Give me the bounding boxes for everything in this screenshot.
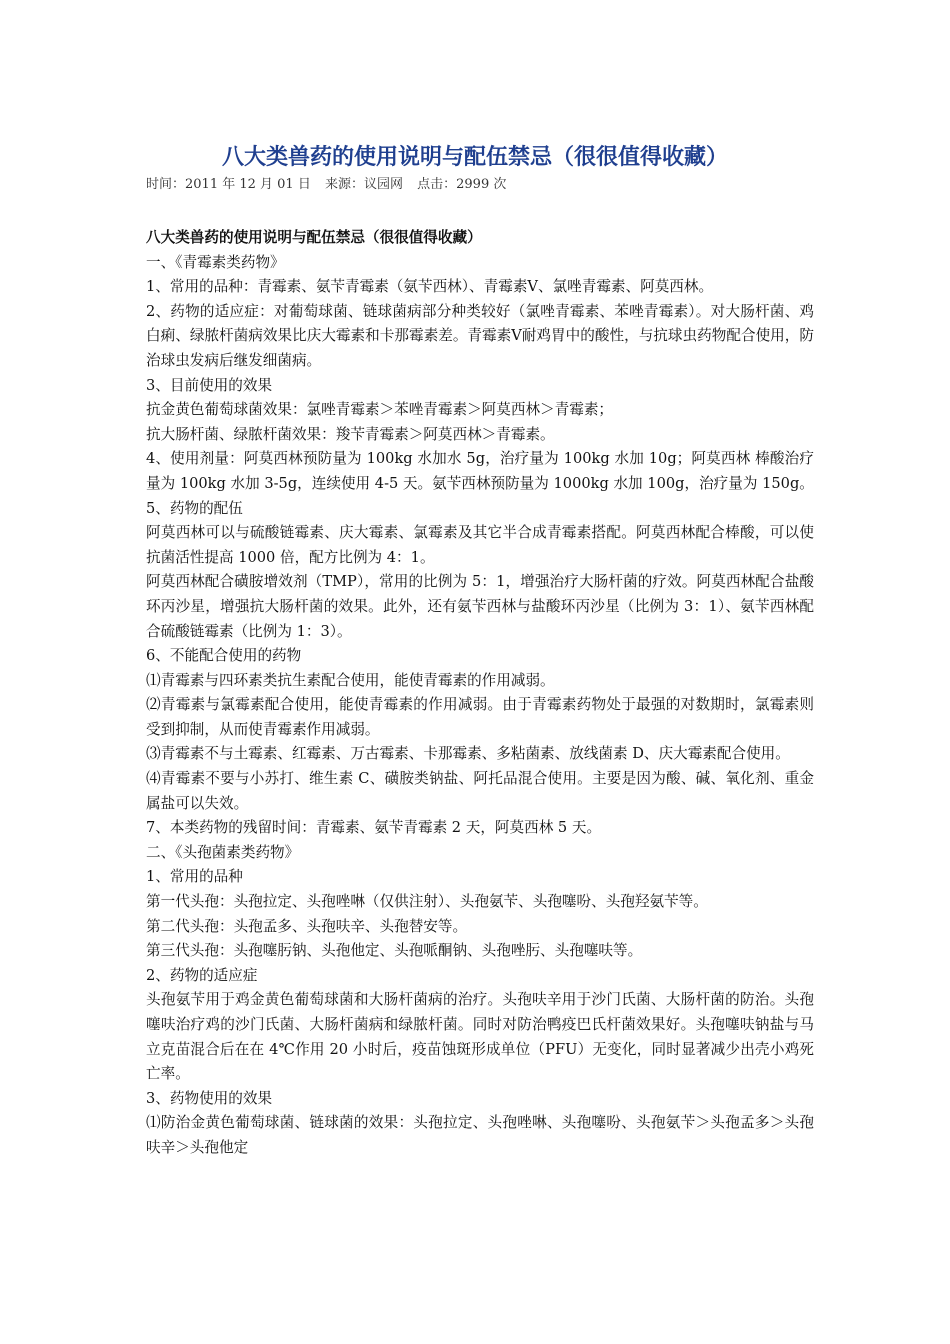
paragraph: ⑴青霉素与四环素类抗生素配合使用，能使青霉素的作用减弱。 — [146, 671, 555, 689]
paragraph: 1、常用的品种：青霉素、氨苄青霉素（氨苄西林）、青霉素Ⅴ、氯唑青霉素、阿莫西林。 — [146, 278, 714, 296]
document-title: 八大类兽药的使用说明与配伍禁忌（很很值得收藏） — [221, 144, 728, 170]
source: 来源：议园网 — [324, 177, 403, 192]
paragraph: 第三代头孢：头孢噻肟钠、头孢他定、头孢哌酮钠、头孢唑肟、头孢噻呋等。 — [146, 942, 643, 960]
paragraph: ⑴防治金黄色葡萄球菌、链球菌的效果：头孢拉定、头孢唑啉、头孢噻吩、头孢氨苄＞头孢孟多＞头孢呋辛＞头孢他定 — [146, 1114, 814, 1156]
paragraph: 二、《头孢菌素类药物》 — [146, 843, 300, 861]
document-meta — [146, 176, 516, 194]
paragraph: 阿莫西林配合磺胺增效剂（TMP），常用的比例为 5：1，增强治疗大肠杆菌的疗效。阿莫西林配合盐酸环丙沙星，增强抗大肠杆菌的效果。此外，还有氨苄西林与盐酸环丙沙星（比例为 3：1）、氨苄西林配合硫酸链霉素（比例为 1：3）。 — [146, 573, 814, 640]
paragraph: 3、药物使用的效果 — [146, 1089, 273, 1107]
paragraph: ⑷青霉素不要与小苏打、维生素 C、磺胺类钠盐、阿托品混合使用。主要是因为酸、碱、氧化剂、重金属盐可以失效。 — [146, 770, 814, 812]
paragraph: 3、目前使用的效果 — [146, 376, 273, 394]
paragraph: 4、使用剂量：阿莫西林预防量为 100kg 水加水 5g，治疗量为 100kg 水加 10g；阿莫西林 棒酸治疗量为 100kg 水加 3-5g，连续使用 4-5 天。氨苄西林预防量为 1000kg 水加 100g，治疗量为 150g。 — [146, 450, 814, 492]
paragraph: 第一代头孢：头孢拉定、头孢唑啉（仅供注射）、头孢氨苄、头孢噻吩、头孢羟氨苄等。 — [146, 893, 708, 911]
paragraph: 一、《青霉素类药物》 — [146, 253, 285, 271]
paragraph: 阿莫西林可以与硫酸链霉素、庆大霉素、氯霉素及其它半合成青霉素搭配。阿莫西林配合棒酸，可以使抗菌活性提高 1000 倍，配方比例为 4：1。 — [146, 524, 814, 566]
paragraph: 2、药物的适应症：对葡萄球菌、链球菌病部分种类较好（氯唑青霉素、苯唑青霉素）。对大肠杆菌、鸡白痢、绿脓杆菌病效果比庆大霉素和卡那霉素差。青霉素Ⅴ耐鸡胃中的酸性，与抗球虫药物配合使用，防治球虫发病后继发细菌病。 — [146, 302, 814, 369]
paragraph: 2、药物的适应症 — [146, 966, 258, 984]
paragraph: ⑶青霉素不与土霉素、红霉素、万古霉素、卡那霉素、多粘菌素、放线菌素 D、庆大霉素配合使用。 — [146, 745, 790, 763]
paragraph: 6、不能配合使用的药物 — [146, 647, 302, 665]
paragraph: 1、常用的品种 — [146, 868, 243, 886]
paragraph: 抗大肠杆菌、绿脓杆菌效果：羧苄青霉素＞阿莫西林＞青霉素。 — [146, 425, 555, 443]
paragraph: ⑵青霉素与氯霉素配合使用，能使青霉素的作用减弱。由于青霉素药物处于最强的对数期时，氯霉素则受到抑制，从而使青霉素作用减弱。 — [146, 696, 814, 738]
section-heading: 八大类兽药的使用说明与配伍禁忌（很很值得收藏） — [146, 229, 482, 246]
paragraph: 5、药物的配伍 — [146, 499, 243, 517]
paragraph: 抗金黄色葡萄球菌效果：氯唑青霉素＞苯唑青霉素＞阿莫西林＞青霉素； — [146, 401, 614, 419]
paragraph: 第二代头孢：头孢孟多、头孢呋辛、头孢替安等。 — [146, 917, 468, 935]
paragraph: 7、本类药物的残留时间：青霉素、氨苄青霉素 2 天，阿莫西林 5 天。 — [146, 819, 602, 837]
publish-time: 时间：2011 年 12 月 01 日 — [146, 177, 311, 192]
click-count: 点击：2999 次 — [417, 177, 507, 192]
paragraph: 头孢氨苄用于鸡金黄色葡萄球菌和大肠杆菌病的治疗。头孢呋辛用于沙门氏菌、大肠杆菌的防治。头孢噻呋治疗鸡的沙门氏菌、大肠杆菌病和绿脓杆菌。同时对防治鸭疫巴氏杆菌效果好。头孢噻呋钠盐与马立克苗混合后在在 4℃作用 20 小时后，疫苗蚀斑形成单位（PFU）无变化，同时显著减少出壳小鸡死亡率。 — [146, 991, 814, 1083]
document-body — [146, 226, 814, 1161]
